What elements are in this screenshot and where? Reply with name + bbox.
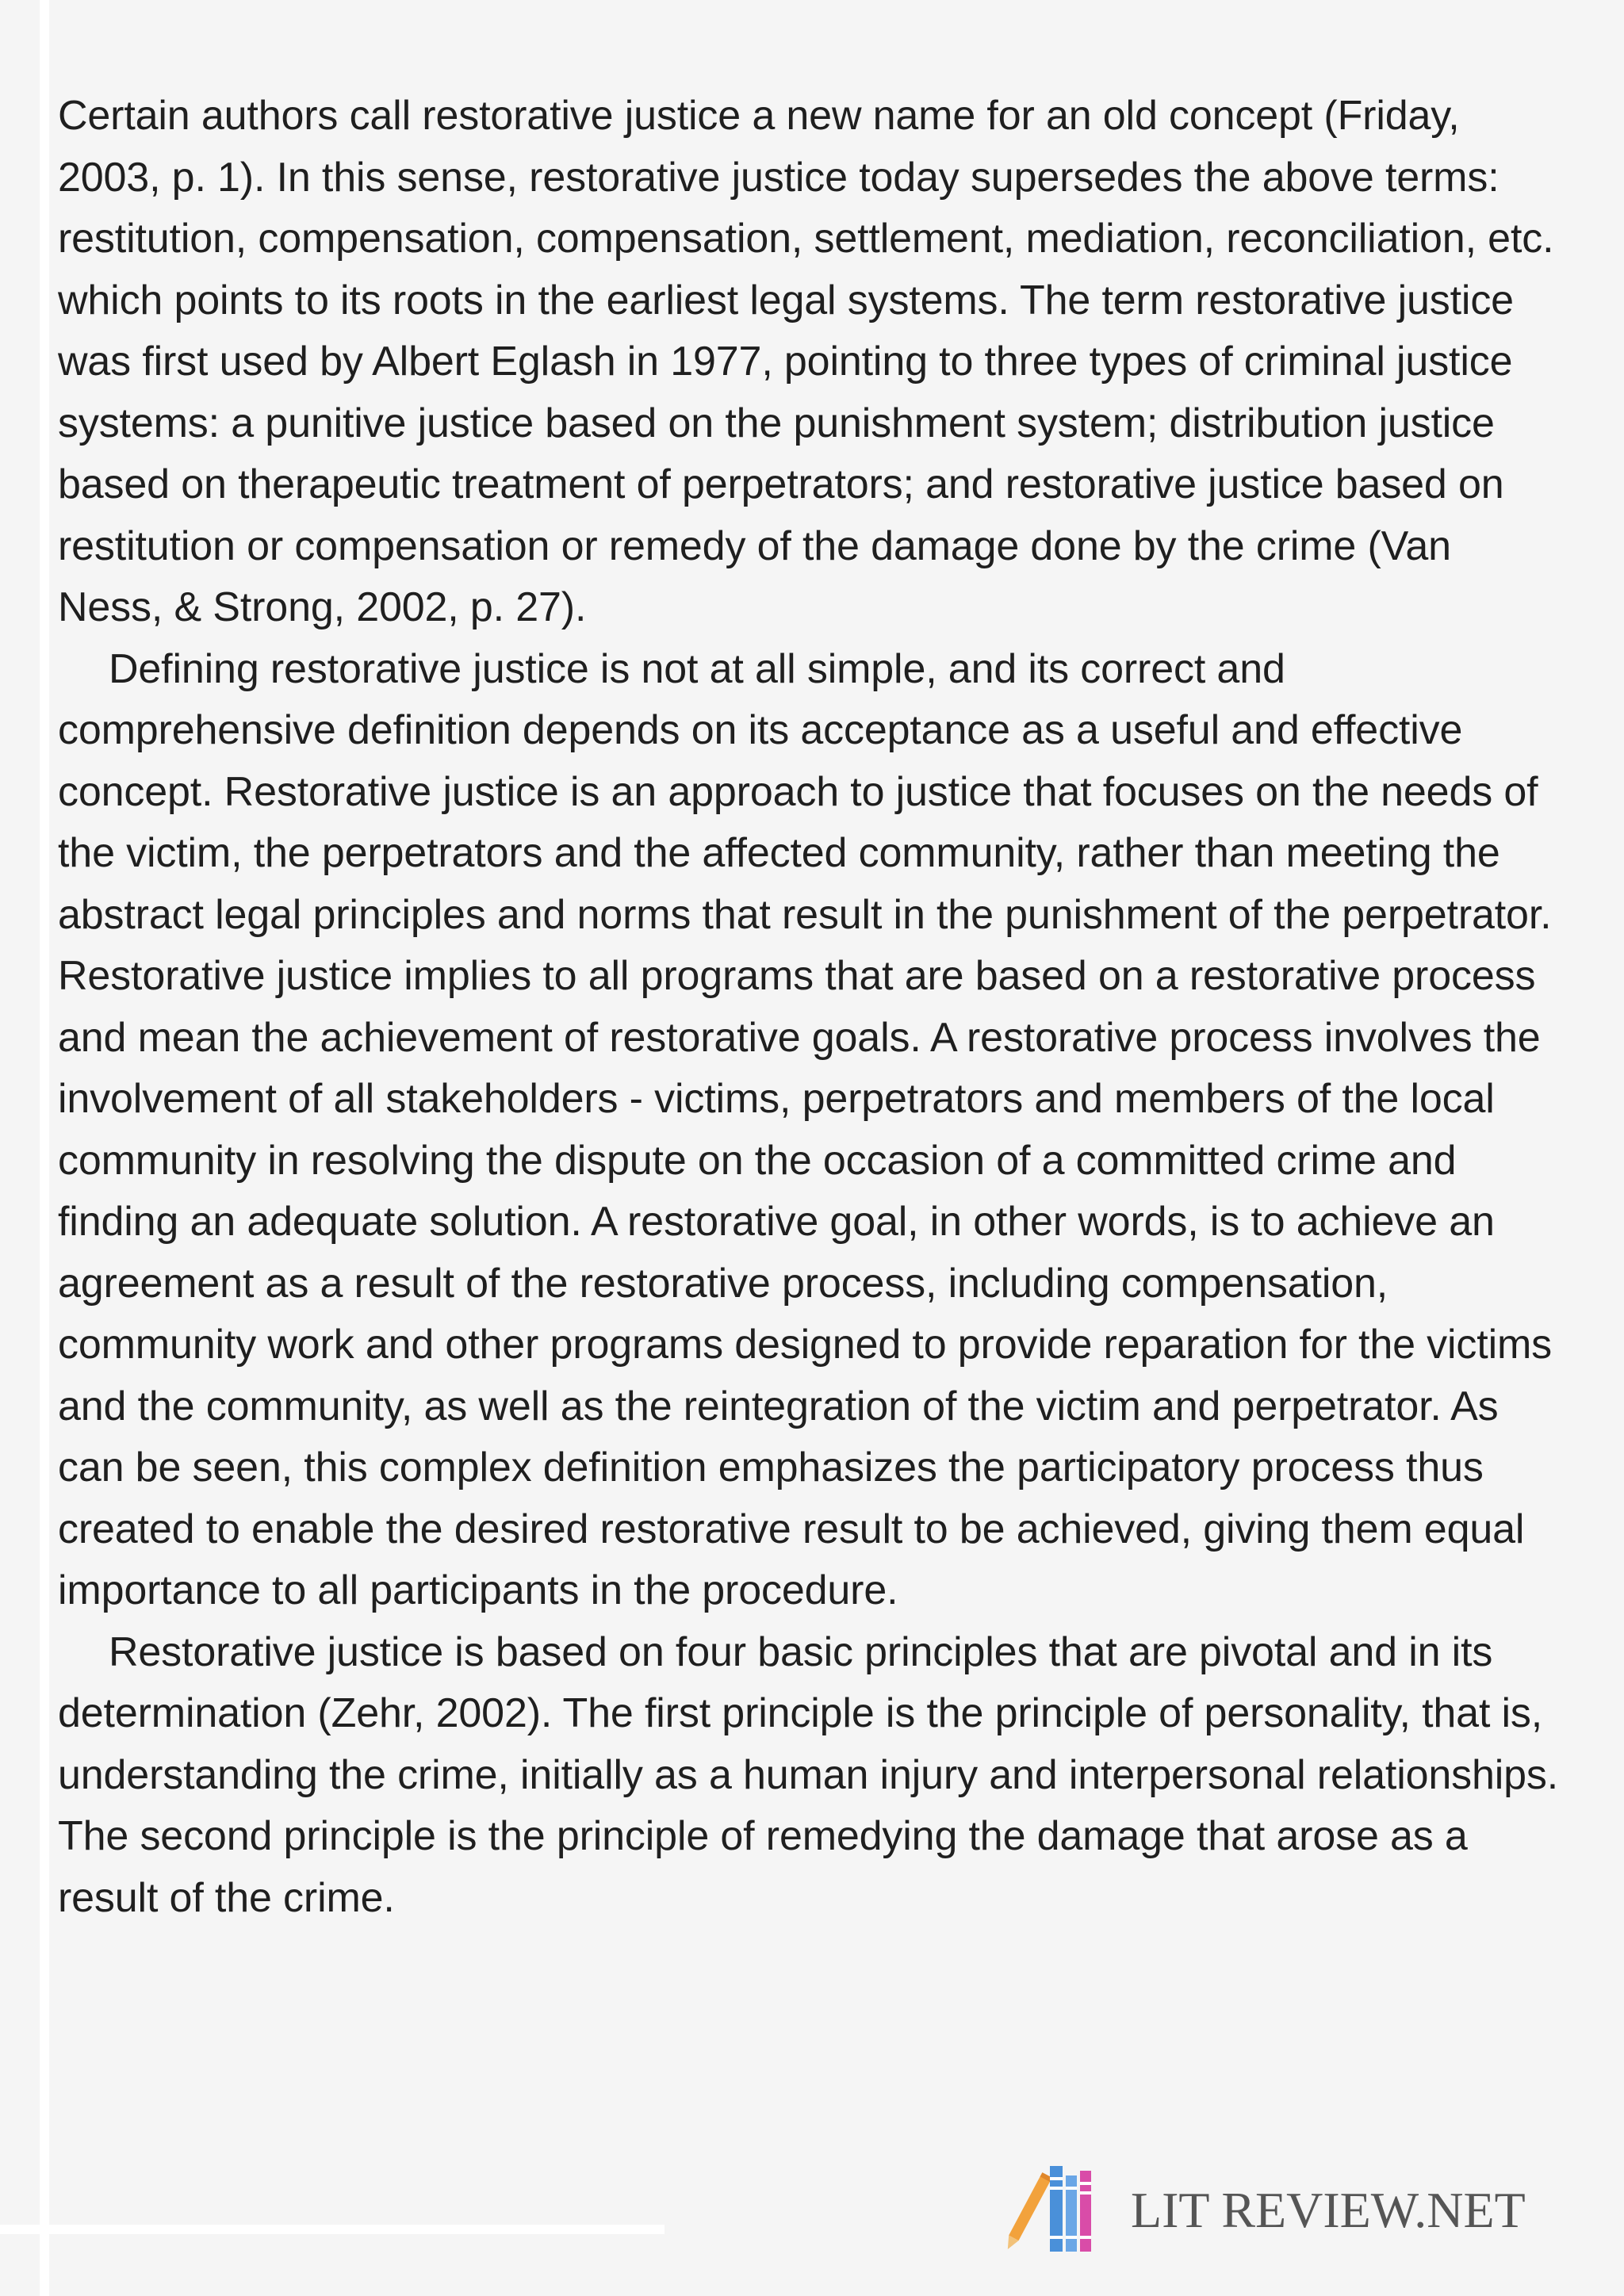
site-logo[interactable] bbox=[1005, 2163, 1526, 2258]
paragraph-2: Defining restorative justice is not at all simple, and its correct and comprehensive definition depends on its acceptance as a useful and effective concept. Restorative justice is an approach to justice that focuses on the needs of the victim, the perpetrators and the affected community, rather than meeting the abstract legal principles and norms that result in the punishment of the perpetrator. Restorative justice implies to all programs that are based on a restorative process and mean the achievement of restorative goals. A restorative process involves the involvement of all stakeholders - victims, perpetrators and members of the local community in resolving the dispute on the occasion of a committed crime and finding an adequate solution. A restorative goal, in other words, is to achieve an agreement as a result of the restorative process, including compensation, community work and other programs designed to provide reparation for the victims and the community, as well as the reintegration of the victim and perpetrator. As can be seen, this complex definition emphasizes the participatory process thus created to enable the desired restorative result to be achieved, giving them equal importance to all participants in the procedure. bbox=[58, 645, 1552, 1613]
article-body bbox=[58, 86, 1565, 1929]
page-frame-line-vertical bbox=[40, 0, 49, 2296]
page-frame-line-horizontal bbox=[0, 2225, 665, 2234]
paragraph-3: Restorative justice is based on four basic principles that are pivotal and in its determination (Zehr, 2002). The first principle is the principle of personality, that is, understanding the crime, initially as a human injury and interpersonal relationships. The second principle is the principle of remedying the damage that arose as a result of the crime. bbox=[58, 1628, 1559, 1921]
logo-text: LIT REVIEW.NET bbox=[1131, 2182, 1526, 2238]
books-pencil-icon bbox=[1005, 2163, 1116, 2258]
paragraph-1: Certain authors call restorative justice a new name for an old concept (Friday, 2003, p. 1). In this sense, restorative justice today supersedes the above terms: restitution, compensation, compensation, settlement, mediation, reconciliation, etc. which points to its roots in the earliest legal systems. The term restorative justice was first used by Albert Eglash in 1977, pointing to three types of criminal justice systems: a punitive justice based on the punishment system; distribution justice based on therapeutic treatment of perpetrators; and restorative justice based on restitution or compensation or remedy of the damage done by the crime (Van Ness, & Strong, 2002, p. 27). bbox=[58, 93, 1554, 630]
